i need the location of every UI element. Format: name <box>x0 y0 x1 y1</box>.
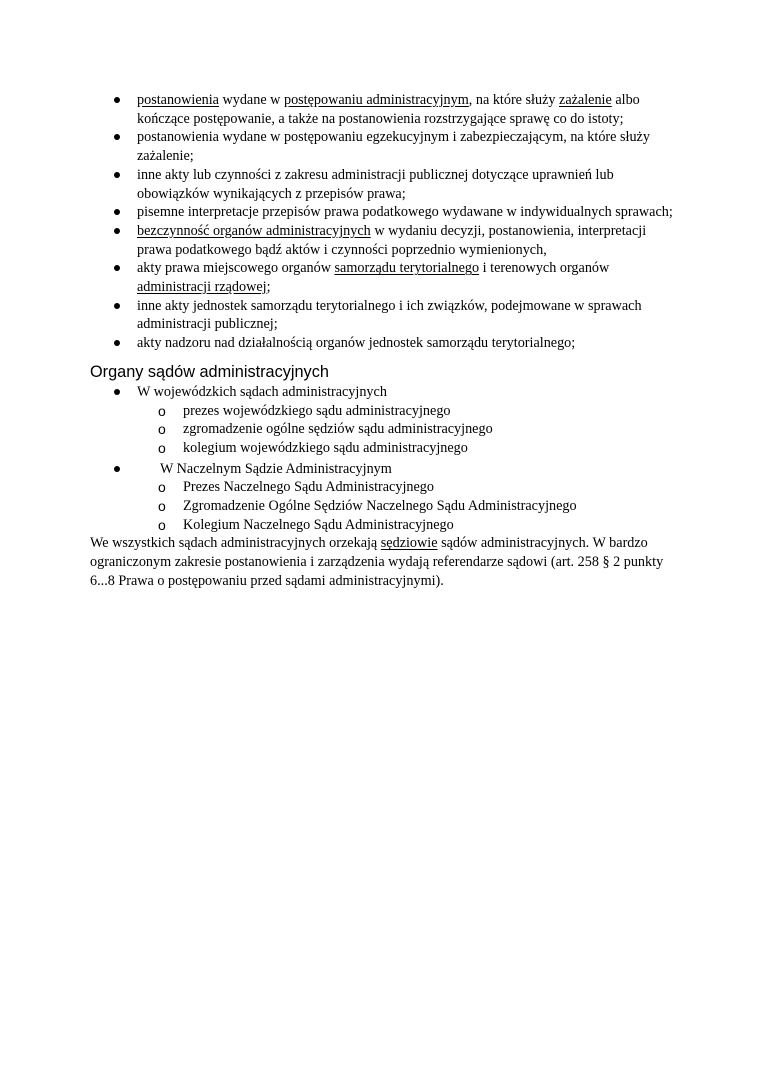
organ-name: Kolegium Naczelnego Sądu Administracyjnego <box>183 516 454 533</box>
rich-text <box>137 92 640 127</box>
list-item <box>90 259 675 296</box>
court-group-supreme <box>90 460 675 479</box>
link-sedziowie[interactable]: sędziowie <box>380 535 438 552</box>
bullet-icon <box>114 172 120 178</box>
section-heading: Organy sądów administracyjnych <box>90 362 329 381</box>
link-postepowanie-administracyjne[interactable]: postępowaniu administracyjnym <box>283 92 469 108</box>
list-item <box>90 166 675 203</box>
text-run: We wszystkich sądach administracyjnych orzekają <box>90 535 381 552</box>
circle-bullet-icon: o <box>158 479 166 496</box>
text-run: inne akty jednostek samorządu terytorialnego i ich związków, podejmowane w sprawach administracji publicznej; <box>137 297 642 333</box>
text-run: w wydaniu decyzji, postanowienia, interpretacji prawa podatkowego bądź aktów i czynności poprzednio wymienionych, <box>137 222 647 258</box>
link-postanowienia[interactable]: postanowienia <box>137 92 219 108</box>
text-run: akty nadzoru nad działalnością organów jednostek samorządu terytorialnego; <box>137 335 576 352</box>
list-item <box>90 439 675 458</box>
list-item <box>90 128 675 165</box>
organ-name: kolegium wojewódzkiego sądu administracyjnego <box>183 439 468 456</box>
bullet-icon <box>114 209 120 215</box>
text-run: ; <box>266 279 271 296</box>
closing-paragraph <box>90 534 675 590</box>
list-item <box>90 516 675 535</box>
bullet-icon <box>114 303 120 309</box>
list-item <box>90 420 675 439</box>
list-item <box>90 91 675 128</box>
organ-name: Zgromadzenie Ogólne Sędziów Naczelnego Sądu Administracyjnego <box>183 498 577 515</box>
appealable-acts-list <box>90 91 675 353</box>
bullet-icon <box>114 340 120 346</box>
circle-bullet-icon: o <box>158 498 166 515</box>
circle-bullet-icon: o <box>158 439 166 456</box>
circle-bullet-icon: o <box>158 421 166 438</box>
bullet-icon <box>114 466 120 472</box>
text-run: sądów administracyjnych. W bardzo ograniczonym zakresie postanowienia i zarządzenia wydają referendarze sądowi (art. 258 § 2 punkty 6...8 Prawa o postępowaniu przed sądami administracyjnymi). <box>90 535 664 589</box>
circle-bullet-icon: o <box>158 402 166 419</box>
link-samorzad-terytorialny[interactable]: samorządu terytorialnego <box>334 260 480 277</box>
text-run: albo kończące postępowanie, a także na postanowienia rozstrzygające sprawę co do istoty; <box>137 92 640 127</box>
bullet-icon <box>114 97 120 103</box>
list-item <box>90 478 675 497</box>
document-page <box>90 91 675 591</box>
list-item <box>90 402 675 421</box>
text-run: inne akty lub czynności z zakresu administracji publicznej dotyczące uprawnień lub obowiązków wynikających z przepisów prawa; <box>137 166 614 202</box>
text-run: , na które służy <box>468 92 560 108</box>
organ-name: Prezes Naczelnego Sądu Administracyjnego <box>183 479 434 496</box>
organ-name: zgromadzenie ogólne sędziów sądu administracyjnego <box>183 421 493 438</box>
bullet-icon <box>114 389 120 395</box>
court-group-label: W Naczelnym Sądzie Administracyjnym <box>160 460 392 477</box>
text-run: i terenowych organów <box>479 260 610 277</box>
bullet-icon <box>114 265 120 271</box>
list-item <box>90 297 675 334</box>
supreme-court-organs-list <box>90 478 675 534</box>
bullet-icon <box>114 228 120 234</box>
list-item <box>90 203 675 222</box>
link-zazalenie[interactable]: zażalenie <box>559 92 612 108</box>
bullet-icon <box>114 134 120 140</box>
list-item <box>90 334 675 353</box>
link-bezczynnosc-organow[interactable]: bezczynność organów administracyjnych <box>137 222 371 239</box>
text-run: akty prawa miejscowego organów <box>137 260 335 277</box>
text-run: pisemne interpretacje przepisów prawa podatkowego wydawane w indywidualnych sprawach; <box>137 204 673 221</box>
text-run: postanowienia wydane w postępowaniu egzekucyjnym i zabezpieczającym, na które służy zażalenie; <box>137 129 650 165</box>
list-item <box>90 222 675 259</box>
link-administracja-rzadowa[interactable]: administracji rządowej <box>137 279 267 296</box>
court-group-regional <box>90 383 675 402</box>
court-group-label: W wojewódzkich sądach administracyjnych <box>137 383 387 400</box>
organ-name: prezes wojewódzkiego sądu administracyjnego <box>183 402 451 419</box>
circle-bullet-icon: o <box>158 516 166 533</box>
text-run: wydane w <box>218 92 284 108</box>
list-item <box>90 497 675 516</box>
regional-court-organs-list <box>90 402 675 458</box>
